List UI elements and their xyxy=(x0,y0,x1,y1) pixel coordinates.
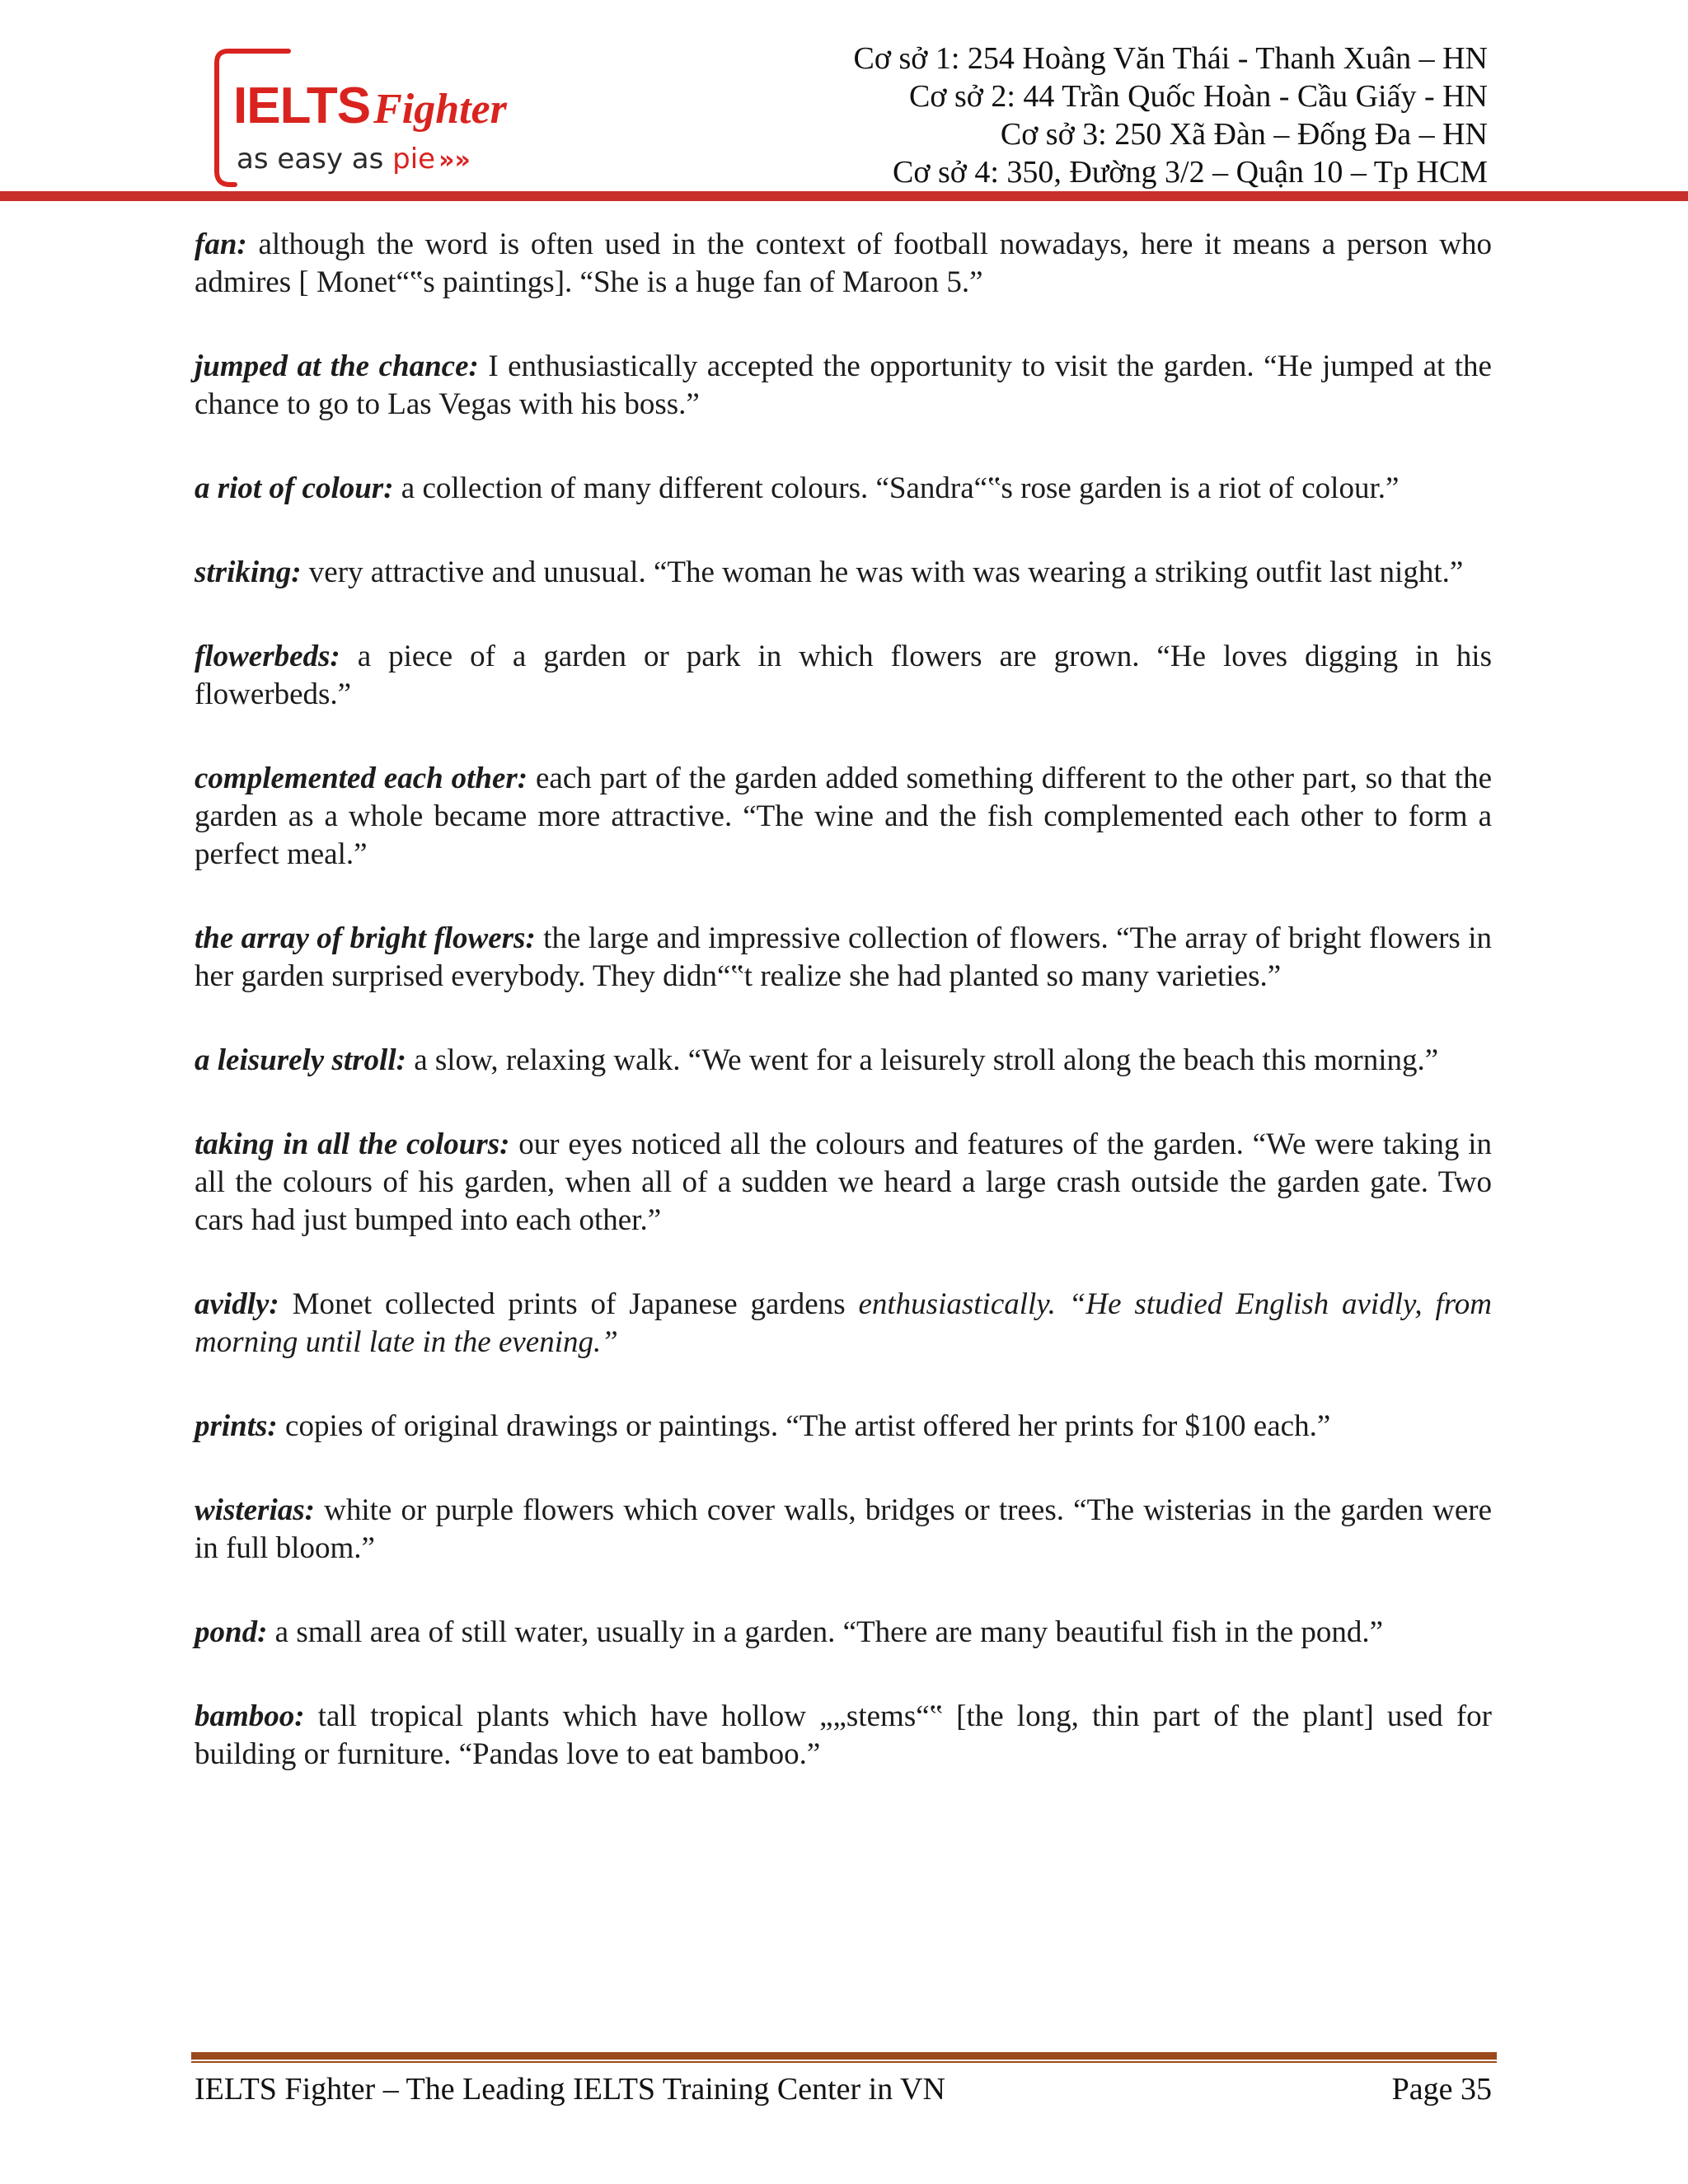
vocab-entry xyxy=(195,1614,1492,1652)
logo-tagline-prefix: as easy as xyxy=(237,143,393,176)
vocab-entry xyxy=(195,1408,1492,1446)
vocab-entry xyxy=(195,1698,1492,1774)
vocab-definition: copies of original drawings or paintings. “The artist offered her prints for $100 each.” xyxy=(277,1409,1331,1443)
address-line: Cơ sở 2: 44 Trần Quốc Hoàn - Cầu Giấy - HN xyxy=(909,79,1488,114)
vocab-term: avidly: xyxy=(195,1287,279,1321)
double-chevron-icon: »» xyxy=(438,146,471,175)
vocab-entry xyxy=(195,1492,1492,1568)
footer-divider xyxy=(191,2052,1497,2060)
vocab-definition: a slow, relaxing walk. “We went for a leisurely stroll along the beach this morning.” xyxy=(406,1043,1439,1077)
page-number: Page 35 xyxy=(1391,2072,1492,2107)
vocab-term: flowerbeds: xyxy=(195,640,340,673)
vocab-definition: tall tropical plants which have hollow „„stems“‟ [the long, thin part of the plant] used for building or furniture. “Pandas love to eat bamboo.” xyxy=(195,1699,1492,1771)
vocab-term: prints: xyxy=(195,1409,278,1443)
logo-fighter-text: Fighter xyxy=(373,86,507,133)
vocab-term: taking in all the colours: xyxy=(195,1127,510,1161)
vocab-entry xyxy=(195,1286,1492,1361)
vocab-entry xyxy=(195,638,1492,714)
vocab-definition-italic: enthusiastically. “He studied English avidly, from morning until late in the evening.” xyxy=(195,1287,1492,1359)
vocab-term: a leisurely stroll: xyxy=(195,1043,406,1077)
page-header xyxy=(0,0,1688,206)
address-line: Cơ sở 3: 250 Xã Đàn – Đống Đa – HN xyxy=(1000,117,1488,152)
vocab-definition: the large and impressive collection of flowers. “The array of bright flowers in her garden surprised everybody. They didn“‟t realize she had planted so many varieties.” xyxy=(195,921,1492,993)
branch-addresses xyxy=(854,40,1489,191)
vocab-term: bamboo: xyxy=(195,1699,305,1733)
logo-wordmark xyxy=(233,77,507,134)
vocab-term: wisterias: xyxy=(195,1493,315,1527)
vocab-definition: Monet collected prints of Japanese gardens xyxy=(279,1287,859,1321)
logo-tagline-pie: pie xyxy=(392,143,436,176)
logo-tagline xyxy=(237,143,471,176)
vocabulary-list xyxy=(195,226,1492,1820)
vocab-definition: a collection of many different colours. “Sandra“‟s rose garden is a riot of colour.” xyxy=(393,471,1400,505)
ielts-fighter-logo xyxy=(210,48,523,192)
vocab-definition: very attractive and unusual. “The woman he was with was wearing a striking outfit last night.” xyxy=(301,555,1464,589)
address-line: Cơ sở 1: 254 Hoàng Văn Thái - Thanh Xuân – HN xyxy=(853,41,1488,76)
vocab-definition: a small area of still water, usually in a garden. “There are many beautiful fish in the pond.” xyxy=(267,1615,1384,1649)
vocab-definition: each part of the garden added something different to the other part, so that the garden as a whole became more attractive. “The wine and the fish complemented each other to form a perfect meal.” xyxy=(195,762,1492,871)
vocab-entry xyxy=(195,470,1492,508)
vocab-definition: our eyes noticed all the colours and features of the garden. “We were taking in all the colours of his garden, when all of a sudden we heard a large crash outside the garden gate. Two cars had just bumped into each other.” xyxy=(195,1127,1492,1237)
vocab-term: jumped at the chance: xyxy=(195,349,479,383)
vocab-entry xyxy=(195,760,1492,874)
vocab-entry xyxy=(195,1126,1492,1240)
address-line: Cơ sở 4: 350, Đường 3/2 – Quận 10 – Tp HCM xyxy=(893,155,1488,190)
vocab-term: a riot of colour: xyxy=(195,471,394,505)
vocab-entry xyxy=(195,1042,1492,1080)
vocab-entry xyxy=(195,554,1492,592)
vocab-entry xyxy=(195,920,1492,996)
vocab-entry xyxy=(195,348,1492,424)
vocab-term: the array of bright flowers: xyxy=(195,921,536,955)
header-divider xyxy=(0,191,1688,201)
vocab-definition: white or purple flowers which cover walls, bridges or trees. “The wisterias in the garden were in full bloom.” xyxy=(195,1493,1492,1565)
vocab-entry xyxy=(195,226,1492,302)
logo-ielts-text: IELTS xyxy=(233,77,371,134)
vocab-definition: a piece of a garden or park in which flowers are grown. “He loves digging in his flowerbeds.” xyxy=(195,640,1492,711)
vocab-term: fan: xyxy=(195,227,247,261)
vocab-definition: I enthusiastically accepted the opportunity to visit the garden. “He jumped at the chance to go to Las Vegas with his boss.” xyxy=(195,349,1492,421)
footer-divider-thin xyxy=(191,2061,1497,2063)
vocab-term: complemented each other: xyxy=(195,762,528,795)
vocab-term: pond: xyxy=(195,1615,268,1649)
vocab-definition: although the word is often used in the context of football nowadays, here it means a person who admires [ Monet“‟s paintings]. “She is a huge fan of Maroon 5.” xyxy=(195,227,1492,299)
vocab-term: striking: xyxy=(195,555,302,589)
footer-center-name: IELTS Fighter – The Leading IELTS Training Center in VN xyxy=(195,2072,945,2107)
